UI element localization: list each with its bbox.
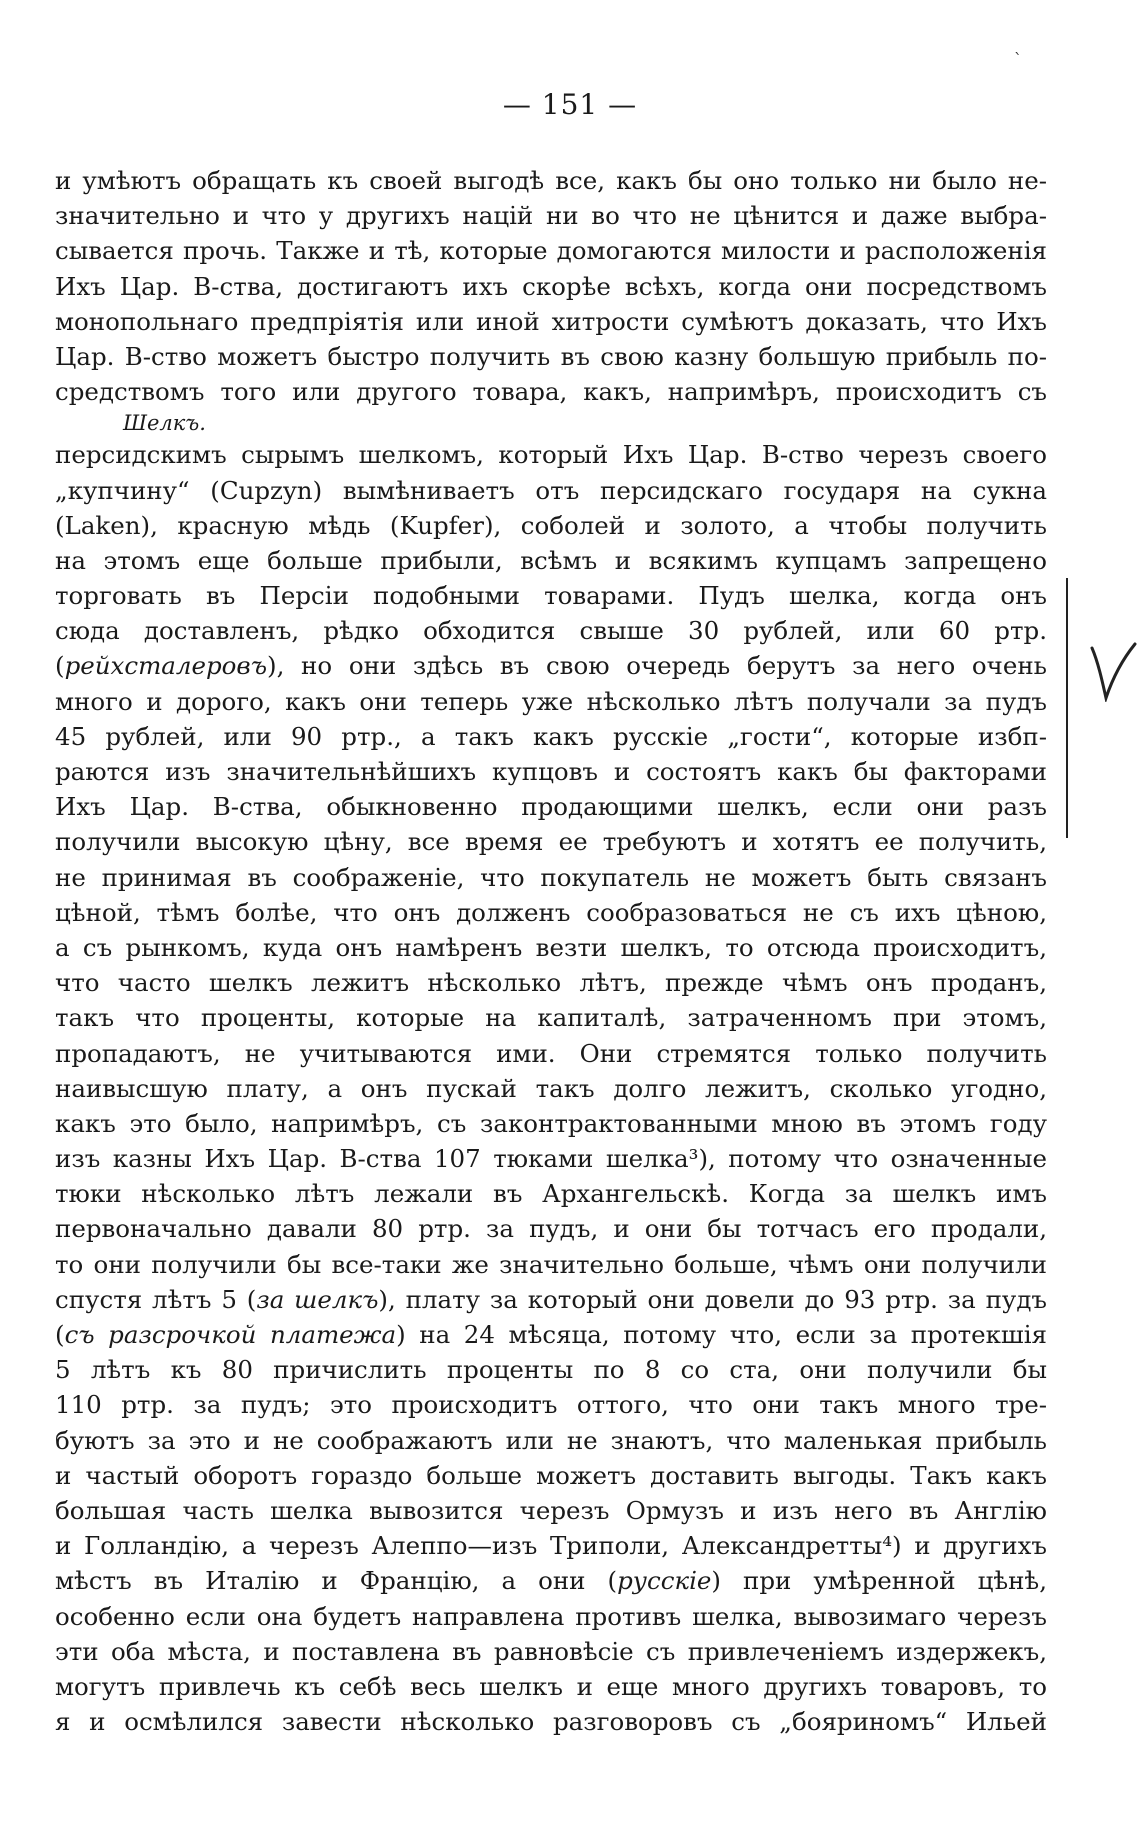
line-part: ( bbox=[55, 651, 65, 681]
text-line-mixed bbox=[55, 648, 1047, 683]
text-line: то они получили бы все-таки же значительно больше, чѣмъ они получили bbox=[55, 1249, 1047, 1279]
text-line: 45 рублей, или 90 ртр., а такъ какъ русскіе „гости“, которые избп- bbox=[55, 721, 1047, 751]
line-part: ( bbox=[55, 1320, 65, 1349]
text-line: не принимая въ соображеніе, что покупатель не можетъ быть связанъ bbox=[55, 862, 1047, 892]
checkmark-icon bbox=[1088, 640, 1138, 702]
text-line: монопольнаго предпріятія или иной хитрости сумѣютъ доказать, что Ихъ bbox=[55, 306, 1047, 336]
italic-term: рейхсталеровъ bbox=[64, 651, 268, 681]
line-part: ), плату за который они довели до 93 ртр. за пудъ bbox=[378, 1284, 1048, 1314]
text-line: средствомъ того или другого товара, какъ, напримѣръ, происходитъ съ bbox=[55, 377, 1047, 407]
text-line: на этомъ еще больше прибыли, всѣмъ и всякимъ купцамъ запрещено bbox=[55, 545, 1047, 575]
text-line: эти оба мѣста, и поставлена въ равновѣсіе съ привлеченіемъ издержекъ, bbox=[55, 1636, 1047, 1666]
line-part: ) на 24 мѣсяца, потому что, если за протекшія bbox=[396, 1320, 1048, 1349]
stray-mark: ` bbox=[1014, 50, 1022, 69]
text-line: сюда доставленъ, рѣдко обходится свыше 30 рублей, или 60 ртр. bbox=[55, 616, 1047, 646]
italic-term: за шелкъ bbox=[256, 1284, 379, 1314]
body-text bbox=[55, 163, 1047, 1739]
text-line: и Голландію, а черезъ Алеппо—изъ Триполи, Александретты⁴) и другихъ bbox=[55, 1531, 1047, 1561]
text-line-mixed bbox=[55, 1317, 1047, 1352]
text-line: а съ рынкомъ, куда онъ намѣренъ везти шелкъ, то отсюда происходитъ, bbox=[55, 932, 1047, 962]
italic-term: русскіе bbox=[617, 1566, 712, 1596]
text-line: торговать въ Персіи подобными товарами. Пудъ шелка, когда онъ bbox=[55, 581, 1047, 611]
text-line: большая часть шелка вывозится черезъ Ормузъ и изъ него въ Англію bbox=[55, 1495, 1047, 1525]
text-line: и умѣютъ обращать къ своей выгодѣ все, какъ бы оно только ни было не- bbox=[55, 166, 1047, 195]
text-line: цѣной, тѣмъ болѣе, что онъ долженъ сообразоваться не съ ихъ цѣною, bbox=[55, 897, 1047, 927]
text-line: я и осмѣлился завести нѣсколько разговоровъ съ „бояриномъ“ Ильей bbox=[55, 1707, 1047, 1737]
text-line: какъ это было, напримѣръ, съ законтрактованными мною въ этомъ году bbox=[55, 1108, 1047, 1138]
text-line: раются изъ значительнѣйшихъ купцовъ и состоятъ какъ бы факторами bbox=[55, 757, 1047, 786]
text-line: много и дорого, какъ они теперь уже нѣсколько лѣтъ получали за пудъ bbox=[55, 686, 1047, 716]
line-part: мѣстъ въ Италію и Францію, а они ( bbox=[55, 1566, 618, 1596]
page-number: — 151 — bbox=[502, 88, 638, 121]
text-line: „купчину“ (Cupzyn) вымѣниваетъ отъ персидскаго государя на сукна bbox=[55, 475, 1047, 505]
text-line: и частый оборотъ гораздо больше можетъ доставить выгоды. Такъ какъ bbox=[55, 1460, 1047, 1490]
italic-term: съ разсрочкой платежа bbox=[64, 1320, 397, 1349]
text-line: первоначально давали 80 ртр. за пудъ, и они бы тотчасъ его продали, bbox=[55, 1214, 1047, 1244]
line-part: спустя лѣтъ 5 ( bbox=[55, 1284, 257, 1314]
text-line: персидскимъ сырымъ шелкомъ, который Ихъ Цар. В-ство черезъ своего bbox=[55, 440, 1047, 470]
text-line: Ихъ Цар. В-ства, обыкновенно продающими шелкъ, если они разъ bbox=[55, 792, 1047, 822]
text-line: сывается прочь. Также и тѣ, которые домогаются милости и расположенія bbox=[55, 236, 1047, 266]
text-line: пропадаютъ, не учитываются ими. Они стремятся только получить bbox=[55, 1038, 1047, 1068]
text-line: что часто шелкъ лежитъ нѣсколько лѣтъ, прежде чѣмъ онъ проданъ, bbox=[55, 968, 1047, 998]
text-line: 110 ртр. за пудъ; это происходитъ оттого, что они такъ много тре- bbox=[55, 1390, 1047, 1420]
text-line: Цар. В-ство можетъ быстро получить въ свою казну большую прибыль по- bbox=[55, 341, 1047, 371]
text-line: Ихъ Цар. В-ства, достигаютъ ихъ скорѣе всѣхъ, когда они посредствомъ bbox=[55, 271, 1047, 301]
text-line: значительно и что у другихъ націй ни во что не цѣнится и даже выбра- bbox=[55, 201, 1047, 231]
text-line: такъ что проценты, которые на капиталѣ, затраченномъ при этомъ, bbox=[55, 1003, 1047, 1033]
line-part: ) при умѣренной цѣнѣ, bbox=[711, 1566, 1047, 1596]
text-line: изъ казны Ихъ Цар. В-ства 107 тюками шелка³), потому что означенные bbox=[55, 1144, 1047, 1174]
text-line: особенно если она будетъ направлена противъ шелка, вывозимаго черезъ bbox=[55, 1601, 1047, 1631]
line-part: ), но они здѣсь въ свою очередь берутъ за него очень bbox=[267, 651, 1047, 681]
side-heading-silk: Шелкъ. bbox=[123, 411, 206, 436]
margin-bracket bbox=[1066, 578, 1068, 838]
text-line: (Laken), красную мѣдь (Kupfer), соболей и золото, а чтобы получить bbox=[55, 510, 1047, 540]
text-line-mixed bbox=[55, 1282, 1047, 1317]
text-line: могутъ привлечь къ себѣ весь шелкъ и еще много другихъ товаровъ, то bbox=[55, 1671, 1047, 1701]
text-line-mixed bbox=[55, 1563, 1047, 1598]
text-line: 5 лѣтъ къ 80 причислить проценты по 8 со ста, они получили бы bbox=[55, 1355, 1047, 1385]
text-line: буютъ за это и не соображаютъ или не знаютъ, что маленькая прибыль bbox=[55, 1425, 1047, 1455]
text-line: получили высокую цѣну, все время ее требуютъ и хотятъ ее получить, bbox=[55, 827, 1047, 857]
text-line: тюки нѣсколько лѣтъ лежали въ Архангельскѣ. Когда за шелкъ имъ bbox=[55, 1179, 1047, 1209]
text-line: наивысшую плату, а онъ пускай такъ долго лежитъ, сколько угодно, bbox=[55, 1073, 1047, 1103]
